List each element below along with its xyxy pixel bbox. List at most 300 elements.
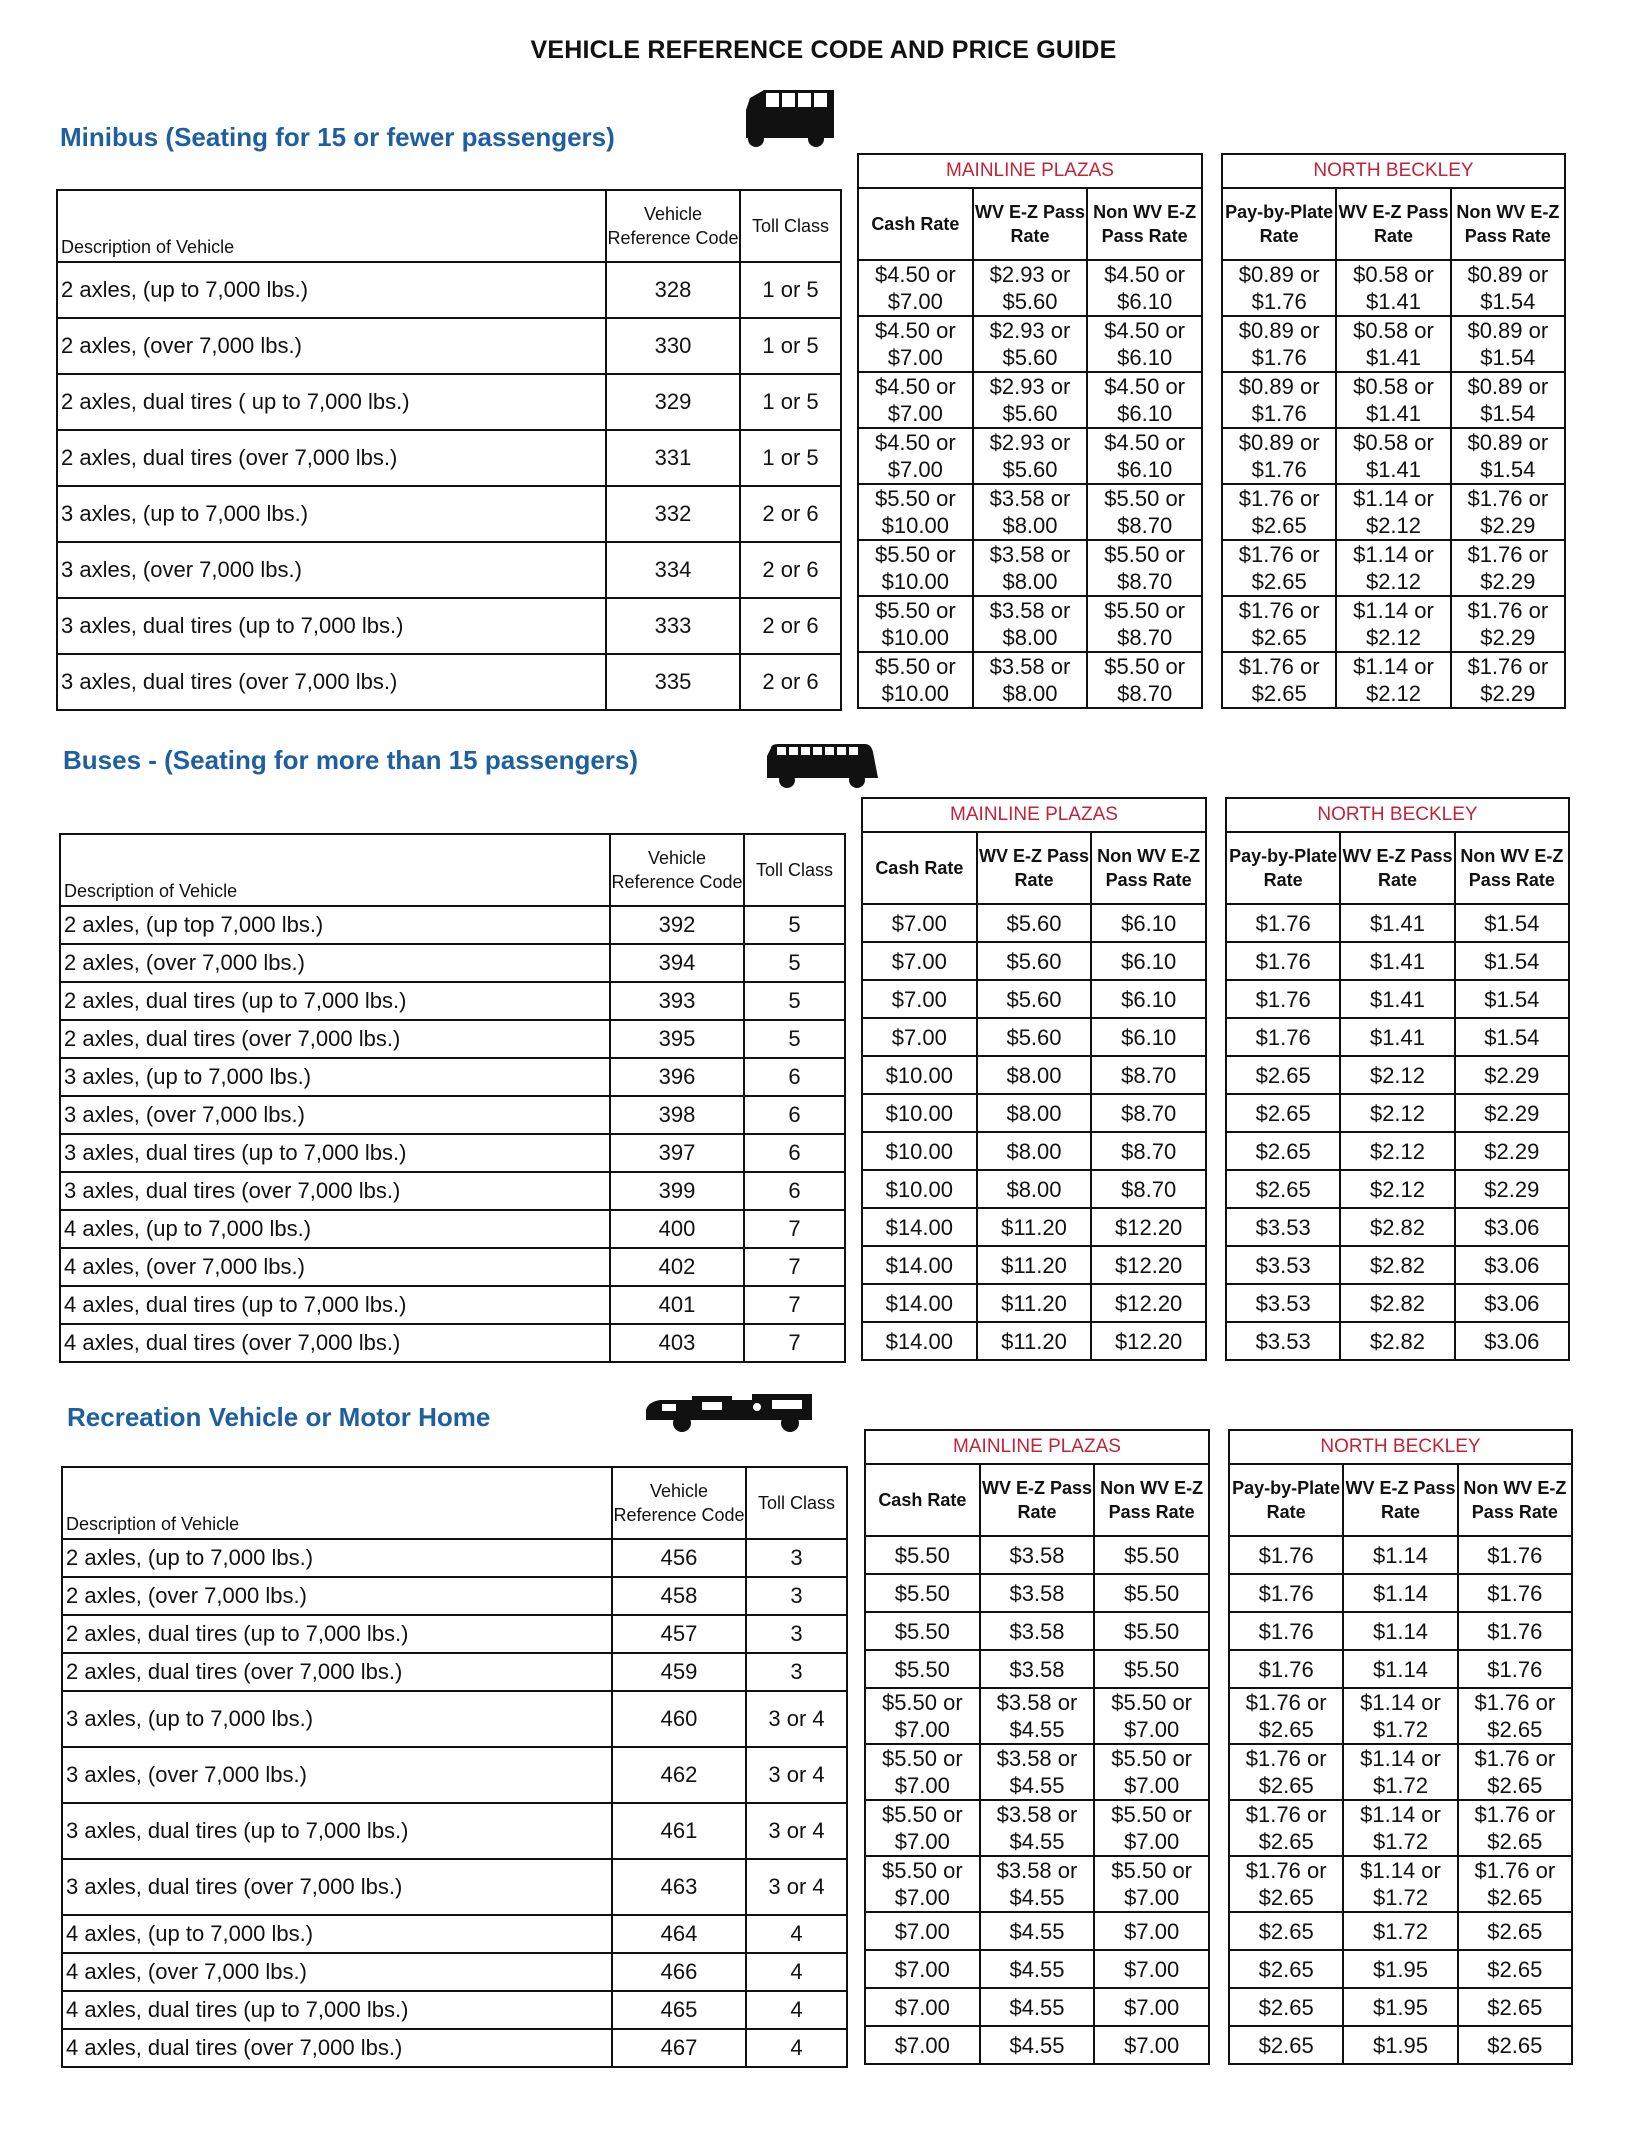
pay-by-plate-rate-cell: $2.65	[1226, 1132, 1340, 1170]
code-cell: 401	[610, 1286, 744, 1324]
wv-ezpass-rate-cell: $2.12	[1340, 1170, 1454, 1208]
pay-by-plate-rate-cell: $2.65	[1229, 1912, 1343, 1950]
table-row	[1222, 316, 1565, 372]
table-row	[1226, 1018, 1569, 1056]
non-wv-ezpass-rate-cell: $8.70	[1091, 1094, 1206, 1132]
code-cell: 461	[612, 1803, 746, 1859]
wv-ezpass-rate-cell: $1.41	[1340, 904, 1454, 942]
non-wv-ezpass-rate-cell: $12.20	[1091, 1322, 1206, 1360]
cash-rate-cell: $5.50	[865, 1536, 980, 1574]
code-cell: 332	[606, 486, 740, 542]
wv-ezpass-rate-cell: $1.41	[1340, 942, 1454, 980]
pay-by-plate-rate-cell: $3.53	[1226, 1246, 1340, 1284]
wv-ezpass-rate-cell: $1.14 or $1.72	[1343, 1800, 1457, 1856]
non-wv-ezpass-rate-cell: $1.76 or $2.65	[1458, 1856, 1572, 1912]
table-row	[1229, 1912, 1572, 1950]
non-wv-ezpass-rate-cell: $8.70	[1091, 1170, 1206, 1208]
cash-rate-cell: $7.00	[865, 1912, 980, 1950]
table-row	[865, 1536, 1209, 1574]
code-cell: 465	[612, 1991, 746, 2029]
table-row	[62, 1653, 847, 1691]
table-row	[865, 1800, 1209, 1856]
code-cell: 398	[610, 1096, 744, 1134]
toll-class-cell: 3	[746, 1577, 847, 1615]
table-row	[1229, 1612, 1572, 1650]
pay-by-plate-rate-cell: $1.76 or $2.65	[1229, 1744, 1343, 1800]
table-row	[57, 430, 841, 486]
table-row	[57, 374, 841, 430]
col-header-pay-by-plate: Pay-by-Plate Rate	[1229, 1464, 1343, 1536]
non-wv-ezpass-rate-cell: $1.54	[1455, 942, 1569, 980]
col-header-non-wv-ezpass: Non WV E-Z Pass Rate	[1094, 1464, 1209, 1536]
pay-by-plate-rate-cell: $3.53	[1226, 1284, 1340, 1322]
table-row	[62, 1859, 847, 1915]
mainline-rate-table	[857, 153, 1203, 709]
col-header-non-wv-ezpass: Non WV E-Z Pass Rate	[1087, 188, 1202, 260]
non-wv-ezpass-rate-cell: $1.76 or $2.65	[1458, 1800, 1572, 1856]
col-header-toll-class: Toll Class	[744, 834, 845, 906]
table-row	[57, 654, 841, 710]
wv-ezpass-rate-cell: $4.55	[980, 1950, 1095, 1988]
wv-ezpass-rate-cell: $3.58 or $8.00	[973, 596, 1088, 652]
mainline-rate-table	[864, 1429, 1210, 2065]
cash-rate-cell: $14.00	[862, 1284, 977, 1322]
col-header-code: Vehicle Reference Code	[612, 1467, 746, 1539]
description-cell: 2 axles, dual tires (over 7,000 lbs.)	[60, 1020, 610, 1058]
description-cell: 3 axles, dual tires (over 7,000 lbs.)	[57, 654, 606, 710]
beckley-rate-table	[1228, 1429, 1573, 2065]
non-wv-ezpass-rate-cell: $4.50 or $6.10	[1087, 316, 1202, 372]
non-wv-ezpass-rate-cell: $1.76 or $2.65	[1458, 1744, 1572, 1800]
non-wv-ezpass-rate-cell: $5.50	[1094, 1574, 1209, 1612]
table-row	[1226, 1056, 1569, 1094]
toll-class-cell: 1 or 5	[740, 318, 841, 374]
toll-class-cell: 5	[744, 944, 845, 982]
wv-ezpass-rate-cell: $1.14	[1343, 1650, 1457, 1688]
table-row	[60, 1286, 845, 1324]
section-heading: Buses - (Seating for more than 15 passengers)	[63, 745, 639, 775]
group-header-beckley: NORTH BECKLEY	[1222, 154, 1565, 188]
vehicle-table	[56, 189, 842, 711]
non-wv-ezpass-rate-cell: $5.50 or $7.00	[1094, 1744, 1209, 1800]
description-cell: 3 axles, (over 7,000 lbs.)	[57, 542, 606, 598]
non-wv-ezpass-rate-cell: $1.76 or $2.29	[1451, 652, 1565, 708]
non-wv-ezpass-rate-cell: $0.89 or $1.54	[1451, 316, 1565, 372]
wv-ezpass-rate-cell: $4.55	[980, 2026, 1095, 2064]
non-wv-ezpass-rate-cell: $7.00	[1094, 1988, 1209, 2026]
non-wv-ezpass-rate-cell: $0.89 or $1.54	[1451, 260, 1565, 316]
table-row	[62, 1953, 847, 1991]
toll-class-cell: 3	[746, 1539, 847, 1577]
table-row	[60, 1096, 845, 1134]
table-row	[1229, 1800, 1572, 1856]
non-wv-ezpass-rate-cell: $5.50 or $8.70	[1087, 596, 1202, 652]
non-wv-ezpass-rate-cell: $1.76 or $2.65	[1458, 1688, 1572, 1744]
non-wv-ezpass-rate-cell: $3.06	[1455, 1208, 1569, 1246]
pay-by-plate-rate-cell: $2.65	[1226, 1170, 1340, 1208]
description-cell: 2 axles, dual tires (over 7,000 lbs.)	[57, 430, 606, 486]
cash-rate-cell: $7.00	[865, 2026, 980, 2064]
non-wv-ezpass-rate-cell: $2.29	[1455, 1132, 1569, 1170]
non-wv-ezpass-rate-cell: $1.76	[1458, 1650, 1572, 1688]
table-row	[858, 428, 1202, 484]
description-cell: 3 axles, dual tires (up to 7,000 lbs.)	[62, 1803, 612, 1859]
col-header-wv-ezpass: WV E-Z Pass Rate	[980, 1464, 1095, 1536]
table-row	[865, 1612, 1209, 1650]
non-wv-ezpass-rate-cell: $1.76 or $2.29	[1451, 596, 1565, 652]
code-cell: 463	[612, 1859, 746, 1915]
table-row	[57, 262, 841, 318]
wv-ezpass-rate-cell: $2.93 or $5.60	[973, 428, 1088, 484]
description-cell: 3 axles, (up to 7,000 lbs.)	[57, 486, 606, 542]
wv-ezpass-rate-cell: $3.58 or $4.55	[980, 1800, 1095, 1856]
table-row	[1229, 1988, 1572, 2026]
code-cell: 333	[606, 598, 740, 654]
cash-rate-cell: $14.00	[862, 1208, 977, 1246]
pay-by-plate-rate-cell: $2.65	[1226, 1056, 1340, 1094]
table-row	[60, 1020, 845, 1058]
table-row	[1226, 1284, 1569, 1322]
description-cell: 2 axles, dual tires (up to 7,000 lbs.)	[62, 1615, 612, 1653]
non-wv-ezpass-rate-cell: $2.29	[1455, 1094, 1569, 1132]
table-row	[1229, 1950, 1572, 1988]
pay-by-plate-rate-cell: $1.76	[1229, 1574, 1343, 1612]
code-cell: 328	[606, 262, 740, 318]
toll-class-cell: 6	[744, 1058, 845, 1096]
vehicle-table	[61, 1466, 848, 2068]
code-cell: 334	[606, 542, 740, 598]
wv-ezpass-rate-cell: $11.20	[977, 1246, 1092, 1284]
table-row	[865, 1688, 1209, 1744]
wv-ezpass-rate-cell: $3.58 or $4.55	[980, 1744, 1095, 1800]
col-header-description: Description of Vehicle	[57, 190, 606, 262]
col-header-non-wv-ezpass: Non WV E-Z Pass Rate	[1458, 1464, 1572, 1536]
table-row	[858, 260, 1202, 316]
description-cell: 4 axles, dual tires (over 7,000 lbs.)	[62, 2029, 612, 2067]
group-header-mainline: MAINLINE PLAZAS	[862, 798, 1206, 832]
non-wv-ezpass-rate-cell: $5.50	[1094, 1612, 1209, 1650]
non-wv-ezpass-rate-cell: $6.10	[1091, 1018, 1206, 1056]
col-header-description: Description of Vehicle	[62, 1467, 612, 1539]
table-row	[858, 596, 1202, 652]
table-row	[57, 486, 841, 542]
non-wv-ezpass-rate-cell: $0.89 or $1.54	[1451, 372, 1565, 428]
code-cell: 331	[606, 430, 740, 486]
table-row	[865, 1574, 1209, 1612]
code-cell: 392	[610, 906, 744, 944]
section-heading: Minibus (Seating for 15 or fewer passengers)	[60, 122, 615, 152]
description-cell: 3 axles, dual tires (over 7,000 lbs.)	[60, 1172, 610, 1210]
table-row	[62, 2029, 847, 2067]
non-wv-ezpass-rate-cell: $12.20	[1091, 1246, 1206, 1284]
beckley-rate-table	[1221, 153, 1566, 709]
table-row	[865, 2026, 1209, 2064]
wv-ezpass-rate-cell: $11.20	[977, 1322, 1092, 1360]
pay-by-plate-rate-cell: $1.76	[1226, 980, 1340, 1018]
wv-ezpass-rate-cell: $1.95	[1343, 1950, 1457, 1988]
table-row	[62, 1577, 847, 1615]
wv-ezpass-rate-cell: $2.12	[1340, 1132, 1454, 1170]
wv-ezpass-rate-cell: $1.14	[1343, 1612, 1457, 1650]
pay-by-plate-rate-cell: $2.65	[1229, 1950, 1343, 1988]
pay-by-plate-rate-cell: $2.65	[1226, 1094, 1340, 1132]
pay-by-plate-rate-cell: $1.76	[1226, 904, 1340, 942]
table-row	[1226, 1170, 1569, 1208]
code-cell: 403	[610, 1324, 744, 1362]
table-row	[858, 540, 1202, 596]
table-row	[1222, 540, 1565, 596]
non-wv-ezpass-rate-cell: $1.54	[1455, 904, 1569, 942]
wv-ezpass-rate-cell: $1.41	[1340, 980, 1454, 1018]
cash-rate-cell: $10.00	[862, 1132, 977, 1170]
col-header-cash-rate: Cash Rate	[858, 188, 973, 260]
description-cell: 2 axles, (over 7,000 lbs.)	[60, 944, 610, 982]
col-header-wv-ezpass: WV E-Z Pass Rate	[1340, 832, 1454, 904]
non-wv-ezpass-rate-cell: $1.54	[1455, 1018, 1569, 1056]
table-row	[57, 542, 841, 598]
wv-ezpass-rate-cell: $11.20	[977, 1208, 1092, 1246]
col-header-toll-class: Toll Class	[746, 1467, 847, 1539]
description-cell: 2 axles, dual tires ( up to 7,000 lbs.)	[57, 374, 606, 430]
wv-ezpass-rate-cell: $0.58 or $1.41	[1336, 260, 1450, 316]
non-wv-ezpass-rate-cell: $5.50 or $8.70	[1087, 484, 1202, 540]
pay-by-plate-rate-cell: $1.76 or $2.65	[1222, 596, 1336, 652]
cash-rate-cell: $5.50 or $7.00	[865, 1856, 980, 1912]
wv-ezpass-rate-cell: $11.20	[977, 1284, 1092, 1322]
table-row	[1229, 1856, 1572, 1912]
wv-ezpass-rate-cell: $2.82	[1340, 1246, 1454, 1284]
cash-rate-cell: $7.00	[862, 980, 977, 1018]
table-row	[862, 1246, 1206, 1284]
code-cell: 457	[612, 1615, 746, 1653]
table-row	[1229, 1744, 1572, 1800]
description-cell: 2 axles, (over 7,000 lbs.)	[62, 1577, 612, 1615]
code-cell: 395	[610, 1020, 744, 1058]
table-row	[865, 1912, 1209, 1950]
toll-class-cell: 2 or 6	[740, 598, 841, 654]
toll-class-cell: 3	[746, 1615, 847, 1653]
description-cell: 4 axles, (over 7,000 lbs.)	[60, 1248, 610, 1286]
cash-rate-cell: $5.50	[865, 1650, 980, 1688]
wv-ezpass-rate-cell: $5.60	[977, 942, 1092, 980]
table-row	[1226, 1094, 1569, 1132]
col-header-code: Vehicle Reference Code	[606, 190, 740, 262]
wv-ezpass-rate-cell: $2.93 or $5.60	[973, 260, 1088, 316]
code-cell: 335	[606, 654, 740, 710]
table-row	[862, 1208, 1206, 1246]
non-wv-ezpass-rate-cell: $12.20	[1091, 1208, 1206, 1246]
cash-rate-cell: $7.00	[865, 1950, 980, 1988]
table-row	[60, 1058, 845, 1096]
toll-class-cell: 3 or 4	[746, 1859, 847, 1915]
non-wv-ezpass-rate-cell: $4.50 or $6.10	[1087, 428, 1202, 484]
description-cell: 3 axles, dual tires (up to 7,000 lbs.)	[57, 598, 606, 654]
wv-ezpass-rate-cell: $5.60	[977, 1018, 1092, 1056]
wv-ezpass-rate-cell: $3.58	[980, 1612, 1095, 1650]
description-cell: 4 axles, (up to 7,000 lbs.)	[60, 1210, 610, 1248]
wv-ezpass-rate-cell: $2.82	[1340, 1208, 1454, 1246]
wv-ezpass-rate-cell: $8.00	[977, 1094, 1092, 1132]
non-wv-ezpass-rate-cell: $1.76	[1458, 1612, 1572, 1650]
code-cell: 466	[612, 1953, 746, 1991]
toll-class-cell: 7	[744, 1248, 845, 1286]
pay-by-plate-rate-cell: $2.65	[1229, 2026, 1343, 2064]
toll-class-cell: 1 or 5	[740, 430, 841, 486]
table-row	[862, 980, 1206, 1018]
table-row	[62, 1615, 847, 1653]
table-row	[865, 1988, 1209, 2026]
table-row	[1222, 484, 1565, 540]
description-cell: 4 axles, (over 7,000 lbs.)	[62, 1953, 612, 1991]
wv-ezpass-rate-cell: $3.58 or $4.55	[980, 1688, 1095, 1744]
toll-class-cell: 6	[744, 1096, 845, 1134]
wv-ezpass-rate-cell: $8.00	[977, 1170, 1092, 1208]
pay-by-plate-rate-cell: $1.76	[1226, 1018, 1340, 1056]
toll-class-cell: 3	[746, 1653, 847, 1691]
wv-ezpass-rate-cell: $1.72	[1343, 1912, 1457, 1950]
pay-by-plate-rate-cell: $1.76 or $2.65	[1229, 1800, 1343, 1856]
code-cell: 400	[610, 1210, 744, 1248]
wv-ezpass-rate-cell: $3.58 or $8.00	[973, 540, 1088, 596]
cash-rate-cell: $5.50 or $10.00	[858, 652, 973, 708]
cash-rate-cell: $5.50 or $10.00	[858, 540, 973, 596]
code-cell: 467	[612, 2029, 746, 2067]
non-wv-ezpass-rate-cell: $1.76	[1458, 1574, 1572, 1612]
description-cell: 3 axles, dual tires (over 7,000 lbs.)	[62, 1859, 612, 1915]
col-header-cash-rate: Cash Rate	[865, 1464, 980, 1536]
description-cell: 4 axles, (up to 7,000 lbs.)	[62, 1915, 612, 1953]
toll-class-cell: 1 or 5	[740, 374, 841, 430]
table-row	[1229, 1688, 1572, 1744]
cash-rate-cell: $10.00	[862, 1094, 977, 1132]
table-row	[1222, 596, 1565, 652]
table-row	[1226, 1246, 1569, 1284]
wv-ezpass-rate-cell: $1.14 or $1.72	[1343, 1688, 1457, 1744]
non-wv-ezpass-rate-cell: $6.10	[1091, 942, 1206, 980]
non-wv-ezpass-rate-cell: $2.29	[1455, 1056, 1569, 1094]
toll-class-cell: 7	[744, 1286, 845, 1324]
code-cell: 456	[612, 1539, 746, 1577]
non-wv-ezpass-rate-cell: $2.65	[1458, 1950, 1572, 1988]
minibus-icon	[742, 88, 837, 148]
toll-class-cell: 4	[746, 1991, 847, 2029]
wv-ezpass-rate-cell: $5.60	[977, 904, 1092, 942]
toll-class-cell: 1 or 5	[740, 262, 841, 318]
toll-class-cell: 5	[744, 1020, 845, 1058]
pay-by-plate-rate-cell: $3.53	[1226, 1208, 1340, 1246]
table-row	[862, 1322, 1206, 1360]
table-row	[60, 1172, 845, 1210]
non-wv-ezpass-rate-cell: $3.06	[1455, 1246, 1569, 1284]
wv-ezpass-rate-cell: $0.58 or $1.41	[1336, 316, 1450, 372]
col-header-wv-ezpass: WV E-Z Pass Rate	[1336, 188, 1450, 260]
toll-class-cell: 7	[744, 1324, 845, 1362]
toll-class-cell: 7	[744, 1210, 845, 1248]
wv-ezpass-rate-cell: $2.82	[1340, 1322, 1454, 1360]
non-wv-ezpass-rate-cell: $5.50	[1094, 1536, 1209, 1574]
description-cell: 2 axles, (over 7,000 lbs.)	[57, 318, 606, 374]
wv-ezpass-rate-cell: $8.00	[977, 1056, 1092, 1094]
wv-ezpass-rate-cell: $3.58 or $8.00	[973, 484, 1088, 540]
cash-rate-cell: $10.00	[862, 1056, 977, 1094]
non-wv-ezpass-rate-cell: $8.70	[1091, 1132, 1206, 1170]
pay-by-plate-rate-cell: $3.53	[1226, 1322, 1340, 1360]
col-header-non-wv-ezpass: Non WV E-Z Pass Rate	[1451, 188, 1565, 260]
non-wv-ezpass-rate-cell: $4.50 or $6.10	[1087, 260, 1202, 316]
toll-class-cell: 5	[744, 906, 845, 944]
table-row	[865, 1950, 1209, 1988]
wv-ezpass-rate-cell: $5.60	[977, 980, 1092, 1018]
code-cell: 330	[606, 318, 740, 374]
description-cell: 3 axles, dual tires (up to 7,000 lbs.)	[60, 1134, 610, 1172]
table-row	[60, 1248, 845, 1286]
toll-class-cell: 2 or 6	[740, 486, 841, 542]
table-row	[57, 598, 841, 654]
table-row	[862, 1170, 1206, 1208]
table-row	[865, 1650, 1209, 1688]
non-wv-ezpass-rate-cell: $1.76 or $2.29	[1451, 540, 1565, 596]
col-header-code: Vehicle Reference Code	[610, 834, 744, 906]
code-cell: 464	[612, 1915, 746, 1953]
table-row	[60, 944, 845, 982]
non-wv-ezpass-rate-cell: $5.50 or $7.00	[1094, 1800, 1209, 1856]
pay-by-plate-rate-cell: $1.76 or $2.65	[1229, 1688, 1343, 1744]
pay-by-plate-rate-cell: $0.89 or $1.76	[1222, 316, 1336, 372]
table-row	[858, 316, 1202, 372]
wv-ezpass-rate-cell: $1.14 or $2.12	[1336, 484, 1450, 540]
col-header-wv-ezpass: WV E-Z Pass Rate	[973, 188, 1088, 260]
wv-ezpass-rate-cell: $2.93 or $5.60	[973, 316, 1088, 372]
non-wv-ezpass-rate-cell: $5.50 or $7.00	[1094, 1856, 1209, 1912]
wv-ezpass-rate-cell: $2.12	[1340, 1056, 1454, 1094]
non-wv-ezpass-rate-cell: $5.50 or $8.70	[1087, 540, 1202, 596]
group-header-beckley: NORTH BECKLEY	[1229, 1430, 1572, 1464]
table-row	[60, 1134, 845, 1172]
table-row	[62, 1803, 847, 1859]
pay-by-plate-rate-cell: $1.76	[1229, 1536, 1343, 1574]
table-row	[865, 1744, 1209, 1800]
wv-ezpass-rate-cell: $1.14 or $2.12	[1336, 652, 1450, 708]
toll-class-cell: 6	[744, 1134, 845, 1172]
description-cell: 3 axles, (up to 7,000 lbs.)	[60, 1058, 610, 1096]
table-row	[1226, 942, 1569, 980]
pay-by-plate-rate-cell: $1.76	[1226, 942, 1340, 980]
wv-ezpass-rate-cell: $1.14 or $2.12	[1336, 596, 1450, 652]
table-row	[1226, 904, 1569, 942]
wv-ezpass-rate-cell: $0.58 or $1.41	[1336, 428, 1450, 484]
cash-rate-cell: $4.50 or $7.00	[858, 260, 973, 316]
wv-ezpass-rate-cell: $3.58	[980, 1574, 1095, 1612]
table-row	[1226, 1132, 1569, 1170]
wv-ezpass-rate-cell: $3.58	[980, 1650, 1095, 1688]
code-cell: 402	[610, 1248, 744, 1286]
table-row	[62, 1991, 847, 2029]
table-row	[862, 942, 1206, 980]
toll-class-cell: 6	[744, 1172, 845, 1210]
non-wv-ezpass-rate-cell: $3.06	[1455, 1284, 1569, 1322]
non-wv-ezpass-rate-cell: $1.76 or $2.29	[1451, 484, 1565, 540]
cash-rate-cell: $5.50 or $10.00	[858, 596, 973, 652]
code-cell: 458	[612, 1577, 746, 1615]
section-heading: Recreation Vehicle or Motor Home	[67, 1402, 491, 1432]
non-wv-ezpass-rate-cell: $1.76	[1458, 1536, 1572, 1574]
cash-rate-cell: $5.50 or $10.00	[858, 484, 973, 540]
pay-by-plate-rate-cell: $1.76 or $2.65	[1222, 652, 1336, 708]
cash-rate-cell: $4.50 or $7.00	[858, 372, 973, 428]
description-cell: 3 axles, (up to 7,000 lbs.)	[62, 1691, 612, 1747]
toll-class-cell: 4	[746, 2029, 847, 2067]
description-cell: 3 axles, (over 7,000 lbs.)	[62, 1747, 612, 1803]
